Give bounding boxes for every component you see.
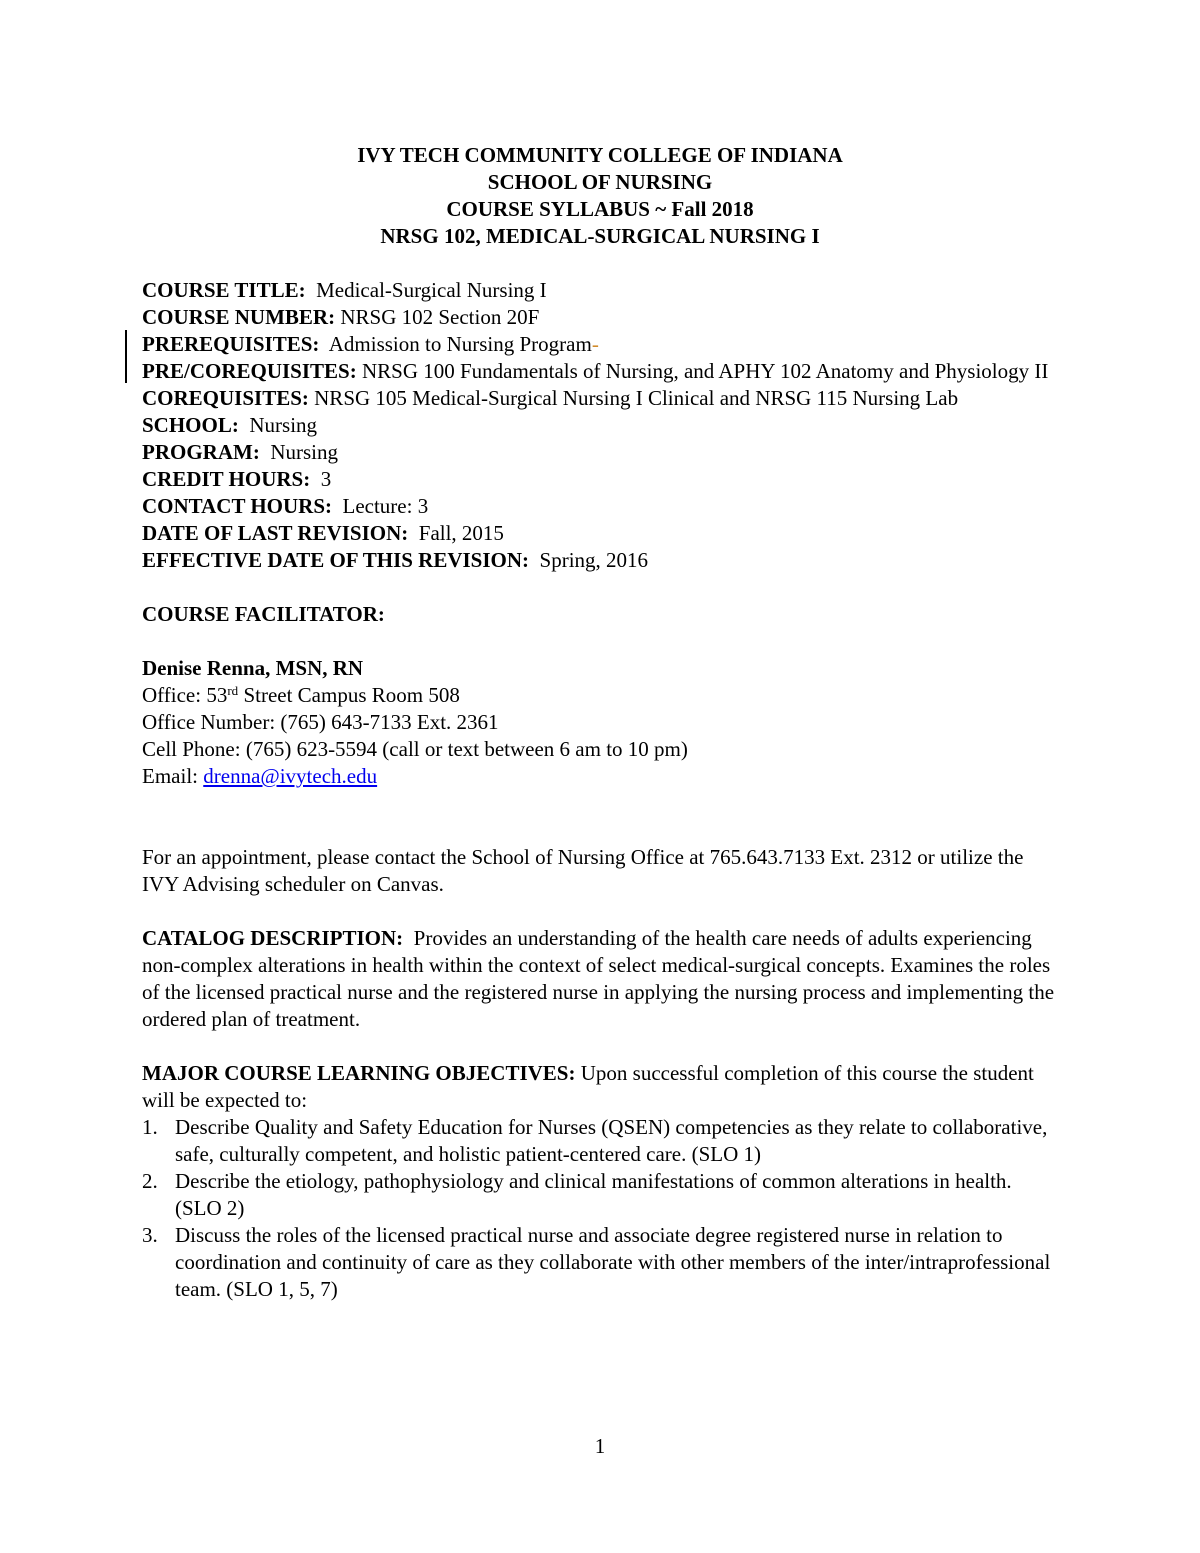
spacer <box>142 898 1062 925</box>
corequisites-value: NRSG 105 Medical-Surgical Nursing I Clinical and NRSG 115 Nursing Lab <box>314 386 959 410</box>
corequisites-label: COREQUISITES: <box>142 386 309 410</box>
school-value: Nursing <box>249 413 318 437</box>
objectives-label: MAJOR COURSE LEARNING OBJECTIVES: <box>142 1061 576 1085</box>
facilitator-name <box>142 655 1062 682</box>
corequisites-row <box>142 385 1062 412</box>
objectives-intro <box>142 1060 1062 1114</box>
school-name: SCHOOL OF NURSING <box>487 170 713 194</box>
revision-mark: - <box>591 332 599 356</box>
school-row <box>142 412 1062 439</box>
prerequisites-row <box>142 331 1062 358</box>
credit-hours-row <box>142 466 1062 493</box>
catalog-description <box>142 925 1062 1033</box>
course-title-label: COURSE TITLE: <box>142 278 306 302</box>
last-revision-value: Fall, 2015 <box>418 521 504 545</box>
spacer <box>142 628 1062 655</box>
revision-change-bar <box>125 330 127 383</box>
precorequisites-value: NRSG 100 Fundamentals of Nursing, and APHY 102 Anatomy and Physiology II <box>361 359 1049 383</box>
program-row <box>142 439 1062 466</box>
last-revision-label: DATE OF LAST REVISION: <box>142 521 409 545</box>
spacer <box>142 790 1062 817</box>
effective-date-label: EFFECTIVE DATE OF THIS REVISION: <box>142 548 530 572</box>
objectives-list <box>142 1114 1062 1303</box>
office-ordinal: rd <box>227 683 239 698</box>
syllabus-body <box>142 277 1062 1303</box>
list-item-text: Describe the etiology, pathophysiology and clinical manifestations of common alterations in health. (SLO 2) <box>175 1169 1012 1220</box>
list-item <box>142 1168 1062 1222</box>
program-value: Nursing <box>270 440 338 464</box>
course-heading: NRSG 102, MEDICAL-SURGICAL NURSING I <box>380 224 820 248</box>
course-number-row <box>142 304 1062 331</box>
office-text-pre: Office: 53 <box>142 683 228 707</box>
precorequisites-row <box>142 358 1062 385</box>
facilitator-heading <box>142 601 1062 628</box>
contact-hours-row <box>142 493 1062 520</box>
appointment-paragraph: For an appointment, please contact the School of Nursing Office at 765.643.7133 Ext. 2312 or utilize the IVY Advising scheduler on Canvas. <box>142 845 1024 896</box>
list-item <box>142 1114 1062 1168</box>
facilitator-cell-phone: Cell Phone: (765) 623-5594 (call or text between 6 am to 10 pm) <box>142 737 688 761</box>
school-label: SCHOOL: <box>142 413 239 437</box>
office-text-post: Street Campus Room 508 <box>238 683 460 707</box>
contact-hours-label: CONTACT HOURS: <box>142 494 332 518</box>
credit-hours-label: CREDIT HOURS: <box>142 467 311 491</box>
document-header <box>0 142 1200 250</box>
credit-hours-value: 3 <box>320 467 332 491</box>
list-item-number: 1. <box>142 1115 158 1139</box>
prerequisites-value: Admission to Nursing Program <box>328 332 592 356</box>
course-number-value: NRSG 102 Section 20F <box>340 305 540 329</box>
catalog-label: CATALOG DESCRIPTION: <box>142 926 404 950</box>
precorequisites-label: PRE/COREQUISITES: <box>142 359 357 383</box>
list-item <box>142 1222 1062 1303</box>
college-name: IVY TECH COMMUNITY COLLEGE OF INDIANA <box>357 143 843 167</box>
email-link[interactable]: drenna@ivytech.edu <box>203 764 378 788</box>
list-item-text: Discuss the roles of the licensed practical nurse and associate degree registered nurse in relation to coordination and continuity of care as they collaborate with other members of the inter/intraprofessional team. (SLO 1, 5, 7) <box>175 1223 1051 1301</box>
syllabus-term: COURSE SYLLABUS ~ Fall 2018 <box>446 197 754 221</box>
list-item-number: 2. <box>142 1169 158 1193</box>
email-label: Email: <box>142 764 204 788</box>
course-title-value: Medical-Surgical Nursing I <box>316 278 547 302</box>
last-revision-row <box>142 520 1062 547</box>
facilitator-email-row <box>142 763 1062 790</box>
page-number: 1 <box>594 1434 606 1458</box>
facilitator-heading-text: COURSE FACILITATOR: <box>142 602 385 626</box>
effective-date-row <box>142 547 1062 574</box>
program-label: PROGRAM: <box>142 440 260 464</box>
spacer <box>142 1033 1062 1060</box>
spacer <box>142 817 1062 844</box>
course-number-label: COURSE NUMBER: <box>142 305 336 329</box>
course-title-row <box>142 277 1062 304</box>
objectives-intro-text: Upon successful completion of this course the student will be expected to: <box>142 1061 1034 1112</box>
facilitator-name-text: Denise Renna, MSN, RN <box>142 656 364 680</box>
facilitator-office <box>142 682 1062 709</box>
list-item-text: Describe Quality and Safety Education for Nurses (QSEN) competencies as they relate to collaborative, safe, culturally competent, and holistic patient-centered care. (SLO 1) <box>175 1115 1048 1166</box>
contact-hours-value: Lecture: 3 <box>342 494 429 518</box>
spacer <box>142 574 1062 601</box>
facilitator-office-number: Office Number: (765) 643-7133 Ext. 2361 <box>142 710 499 734</box>
catalog-text: Provides an understanding of the health care needs of adults experiencing non-complex alterations in health within the context of select medical-surgical concepts. Examines the roles of the licensed practical nurse and the registered nurse in applying the nursing process and implementing the ordered plan of treatment. <box>142 926 1055 1031</box>
prerequisites-label: PREREQUISITES: <box>142 332 320 356</box>
effective-date-value: Spring, 2016 <box>539 548 649 572</box>
list-item-number: 3. <box>142 1223 158 1247</box>
